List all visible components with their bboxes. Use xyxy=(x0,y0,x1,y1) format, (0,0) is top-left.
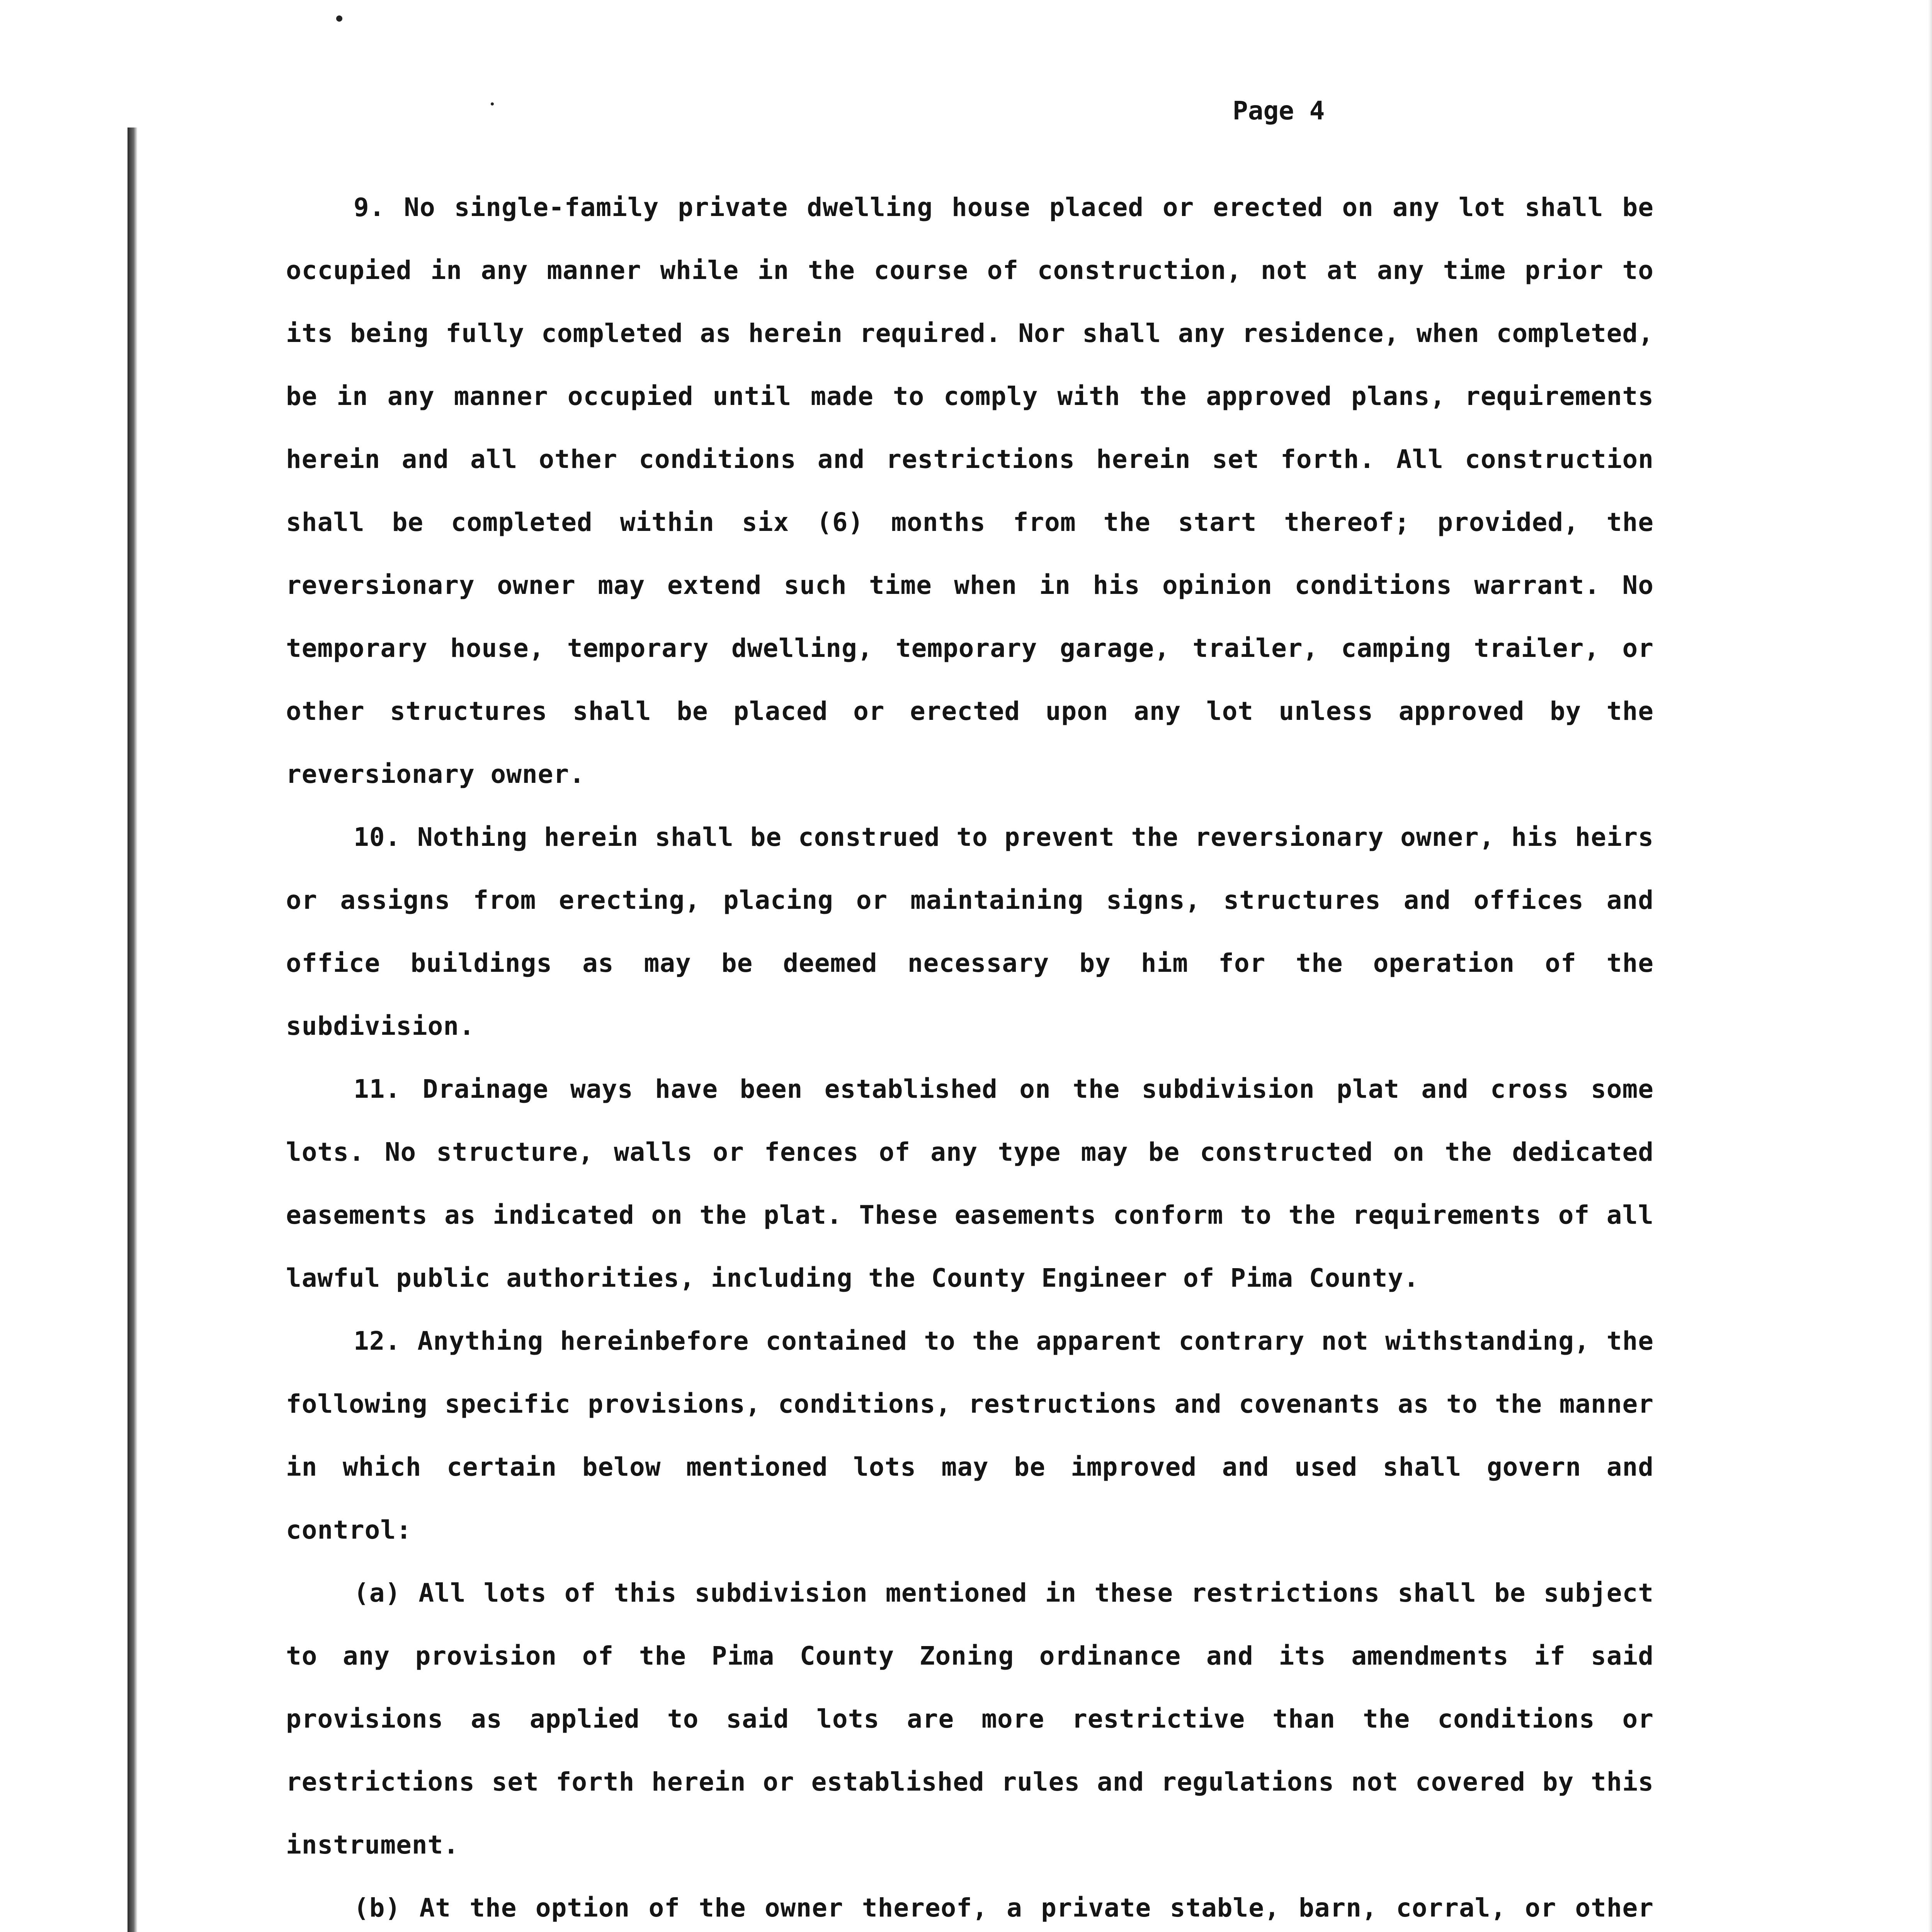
paragraph-9: 9. No single-family private dwelling house placed or erected on any lot shall be occupied in any manner while in the course of construction, not at any time prior to its being fully completed as herein required. Nor shall any residence, when completed, be in any manner occupied until made to comply with the approved plans, requirements herein and all other conditions and restrictions herein set forth. All construction shall be completed within six (6) months from the start thereof; provided, the reversionary owner may extend such time when in his opinion conditions warrant. No temporary house, temporary dwelling, temporary garage, trailer, camping trailer, or other structures shall be placed or erected upon any lot unless approved by the reversionary owner. xyxy=(286,192,1654,789)
scan-edge-right xyxy=(1928,0,1932,1932)
scan-speck xyxy=(491,102,494,105)
paragraph-12b: (b) At the option of the owner thereof, a private stable, barn, corral, or other xyxy=(354,1893,1654,1923)
document-body xyxy=(286,176,1654,1932)
paragraph-12a: (a) All lots of this subdivision mentioned in these restrictions shall be subject to any provision of the Pima County Zoning ordinance and its amendments if said provisions as applied to said lots are more restrictive than the conditions or restrictions set forth herein or established rules and regulations not covered by this instrument. xyxy=(286,1578,1654,1860)
paragraph-11: 11. Drainage ways have been established on the subdivision plat and cross some lots. No structure, walls or fences of any type may be constructed on the dedicated easements as indicated on the plat. These easements conform to the requirements of all lawful public authorities, including the County Engineer of Pima County. xyxy=(286,1074,1654,1293)
paragraph-10: 10. Nothing herein shall be construed to prevent the reversionary owner, his heirs or assigns from erecting, placing or maintaining signs, structures and offices and office buildings as may be deemed necessary by him for the operation of the subdivision. xyxy=(286,822,1654,1041)
page-number: Page 4 xyxy=(1233,96,1325,126)
scan-speck xyxy=(336,15,342,22)
scan-edge-left xyxy=(128,128,138,1932)
paragraph-12: 12. Anything hereinbefore contained to the apparent contrary not withstanding, the following specific provisions, conditions, restructions and covenants as to the manner in which certain below mentioned lots may be improved and used shall govern and control: xyxy=(286,1326,1654,1545)
